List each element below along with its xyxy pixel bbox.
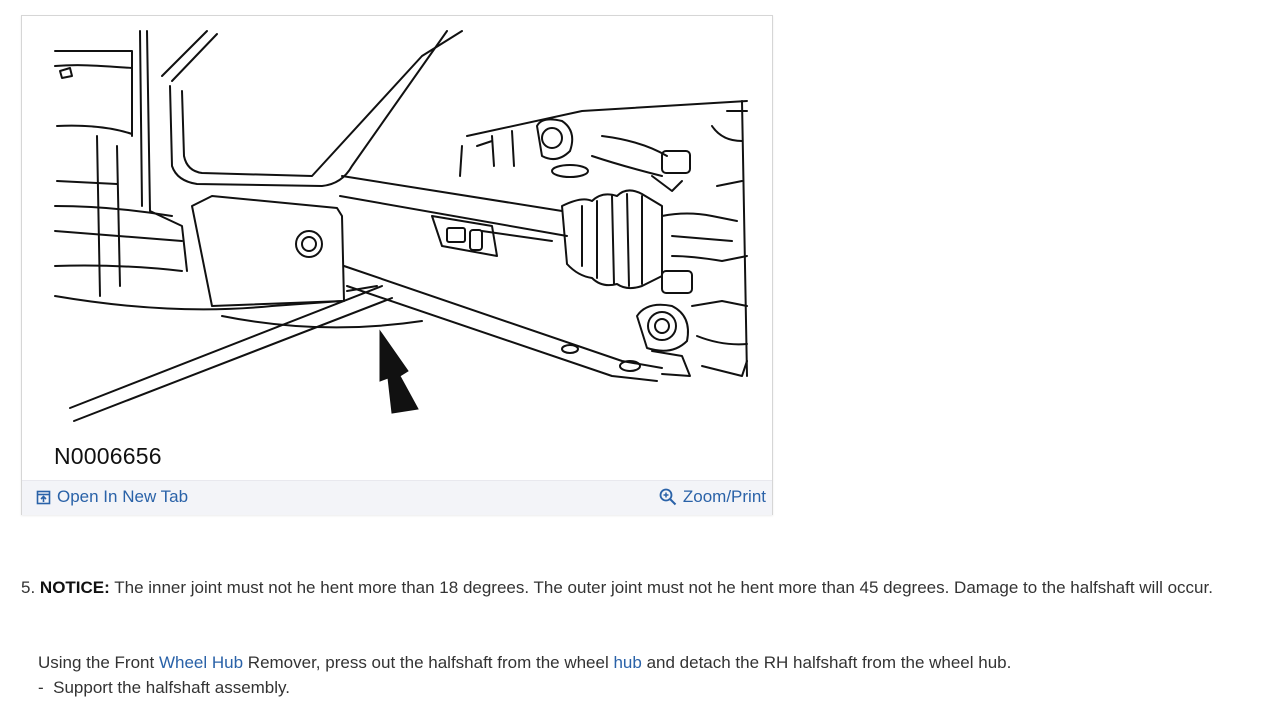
instruction-text-2: Remover, press out the halfshaft from the wheel [243,653,614,672]
instruction-text-3: and detach the RH halfshaft from the wheel hub. [641,653,1012,672]
step-number: 5. [21,578,36,597]
instruction-line [38,650,1218,675]
open-in-new-tab-label: Open In New Tab [57,487,189,506]
figure-toolbar [22,480,772,515]
step-instruction [38,650,1218,700]
notice-text: The inner joint must not he hent more than 18 degrees. The outer joint must not he hent more than 45 degrees. Damage to the halfshaft will occur. [114,578,1213,597]
substep-text: Support the halfshaft assembly. [53,678,290,697]
wheel-hub-link[interactable]: Wheel Hub [158,653,244,672]
open-in-new-tab-icon [36,490,51,505]
zoom-print-label: Zoom/Print [682,487,766,506]
halfshaft-illustration [22,16,772,476]
zoom-icon [659,488,677,506]
step-notice [21,575,1221,600]
hub-link[interactable]: hub [613,653,642,672]
notice-label: NOTICE: [39,578,110,597]
figure-container [21,15,773,515]
open-in-new-tab-link[interactable] [36,487,188,507]
figure-id-label: N0006656 [54,443,162,469]
substep-bullet: - [38,678,44,697]
instruction-text-1: Using the Front [38,653,159,672]
zoom-print-link[interactable] [659,487,766,507]
substep-line [38,675,1218,700]
